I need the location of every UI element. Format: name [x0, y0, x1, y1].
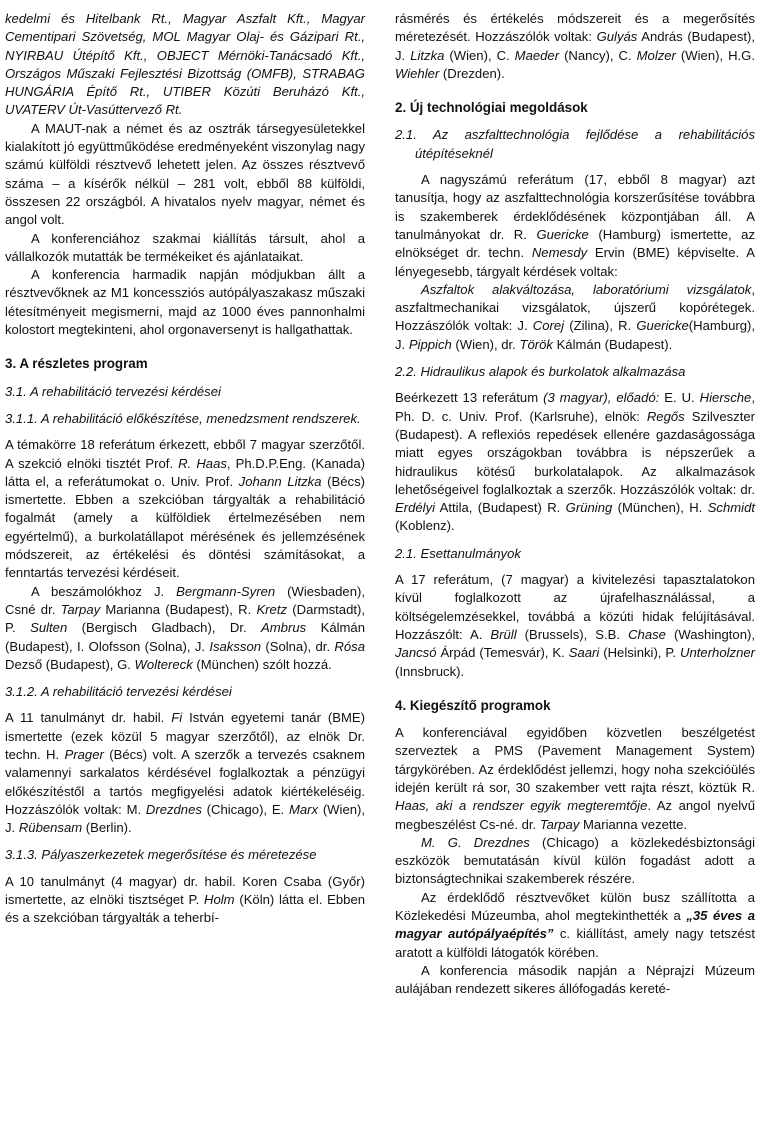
heading-section-3-1-2: 3.1.2. A rehabilitáció tervezési kérdései	[5, 684, 232, 700]
heading-section-2: 2. Új technológiai megoldások	[395, 100, 588, 116]
heading-section-3-1-3: 3.1.3. Pályaszerkezetek megerősítése és méretezése	[5, 847, 317, 863]
excursion-paragraph: A konferencia harmadik napján módjukban állt a résztvevőknek az M1 koncessziós autópályaszakasz műszaki létesítményeit megismerni, majd az 1000 éves pannonhalmi kolostort megtekinteni, ahol orgonaversenyt is hallgathattak.	[5, 267, 365, 338]
heading-section-3-1: 3.1. A rehabilitáció tervezési kérdései	[5, 383, 221, 399]
participants-paragraph: A MAUT-nak a német és az osztrák társegyesületekkel kialakított jó együttműködése eredményeként viszonylag nagy számú külföldi résztvevő lehetett jelen. Az összes résztvevő száma – a kísérők nélkül – 281 volt, ebből 88 külföldi, összesen 22 országból. A hivatalos nyelv magyar, német és angol volt.	[5, 120, 365, 228]
heading-section-4: 4. Kiegészítő programok	[395, 697, 551, 713]
heading-section-2-2: 2.2. Hidraulikus alapok és burkolatok alkalmazása	[395, 364, 686, 380]
paragraph-3-1-1: A témakörre 18 referátum érkezett, ebből 7 magyar szerzőtől. A szekció elnöki tisztét Prof. R. Haas, Ph.D.P.Eng. (Kanada) látta el, a referátumokat o. Univ. Prof. Johann Litzka (Bécs) ismertette. Ebben a szekcióban tárgyalták a rehabilitáció fogalmát (amely a külföldiek értelmezésében nem egyértelmű), a burkolatállapot mérésének és jellemzésének módszereit, az értékelési és döntési számításokat, a fenntartás tervezési kérdéseit.	[5, 437, 365, 581]
paragraph-2-1-topics: Aszfaltok alakváltozása, laboratóriumi vizsgálatok, aszfaltmechanikai vizsgálatok, újszerű kopórétegek. Hozzászólók voltak: J. Corej (Zilina), R. Guericke(Hamburg), J. Pippich (Wien), dr. Török Kálmán (Budapest).	[395, 281, 755, 352]
paragraph-continued: rásmérés és értékelés módszereit és a megerősítés méretezését. Hozzászólók voltak: Gulyás András (Budapest), J. Litzka (Wien), C. Maeder (Nancy), C. Molzer (Wien), H.G. Wiehler (Drezden).	[395, 11, 756, 81]
heading-section-3-1-1: 3.1.1. A rehabilitáció előkészítése, menedzsment rendszerek.	[5, 410, 361, 426]
heading-section-2-1: 2.1. Az aszfalttechnológia fejlődése a rehabilitációs útépítéseknél	[395, 127, 755, 161]
paragraph-3-1-3: A 10 tanulmányt (4 magyar) dr. habil. Koren Csaba (Győr) ismertette, az elnöki tisztséget P. Holm (Köln) látta el. Ebben és a szekcióban tárgyalták a teherbí-	[5, 873, 366, 926]
sponsors-paragraph	[5, 10, 365, 120]
paragraph-drezdnes: M. G. Drezdnes (Chicago) a közlekedésbiztonsági eszközök bemutatásán kívül külön fogadást adott a biztonságtechnikai szakemberek részére.	[395, 834, 755, 887]
paragraph-2-1: A nagyszámú referátum (17, ebből 8 magyar) azt tanusítja, hogy az aszfalttechnológia korszerűsítése továbbra is szakemberek érdeklődésének központjában áll. A tanulmányokat dr. R. Guericke (Hamburg) ismertette, az elnökséget dr. techn. Nemesdy Ervin (BME) képviselte. A lényegesebb, tárgyalt kérdések voltak:	[395, 172, 755, 279]
left-column	[5, 10, 365, 1128]
heading-section-3: 3. A részletes program	[5, 356, 148, 372]
exhibition-paragraph: A konferenciához szakmai kiállítás társult, ahol a vállalkozók mutatták be termékeiket és ajánlataikat.	[5, 230, 365, 264]
heading-case-studies: 2.1. Esettanulmányok	[395, 545, 521, 561]
sponsors-list: kedelmi és Hitelbank Rt., Magyar Aszfalt Kft., Magyar Cementipari Szövetség, MOL Magyar Olaj- és Gázipari Rt., NYIRBAU Útépítő Kft., OBJECT Mérnöki-Tanácsadó Kft., Országos Műszaki Fejlesztési Bizottság (OMFB), STRABAG HUNGÁRIA Építő Rt., UTIBER Közúti Beruházó Kft., UVATERV Út-Vasúttervező Rt.	[5, 11, 365, 118]
right-column	[395, 10, 755, 1128]
paragraph-case-studies: A 17 referátum, (7 magyar) a kivitelezési tapasztalatokon kívül foglalkozott az újrafelhasználással, a költségelemzésekkel, továbbá a közúti hidak felújításával. Hozzászólt: A. Brüll (Brussels), S.B. Chase (Washington), Jancsó Árpád (Temesvár), K. Saari (Helsinki), P. Unterholzner (Innsbruck).	[395, 572, 755, 679]
paragraph-contributors: A beszámolókhoz J. Bergmann-Syren (Wiesbaden), Csné dr. Tarpay Marianna (Budapest), R. Kretz (Darmstadt), P. Sulten (Bergisch Gladbach), Dr. Ambrus Kálmán (Budapest), I. Olofsson (Solna), J. Isaksson (Solna), dr. Rósa Dezső (Budapest), G. Woltereck (München) szólt hozzá.	[5, 583, 365, 672]
paragraph-3-1-2: A 11 tanulmányt dr. habil. Fi István egyetemi tanár (BME) ismertette (ezek közül 5 magyar szerzőtől), az elnök Dr. techn. H. Prager (Bécs) volt. A szerzők a tervezés csaknem valamennyi sarkalatos kérdésével foglalkoztak a pénzügyi előkészítéstől a tartós megfigyelési adatok kiértékeléséig. Hozzászólók voltak: M. Drezdnes (Chicago), E. Marx (Wien), J. Rübensam (Berlin).	[5, 710, 366, 836]
paragraph-museum-bus: Az érdeklődő résztvevőket külön busz szállította a Közlekedési Múzeumba, ahol megtekinthették a „35 éves a magyar autópályaépítés” c. kiállítást, amely nagy tetszést aratott a külföldi látogatók körében.	[395, 889, 755, 960]
paragraph-reception: A konferencia második napján a Néprajzi Múzeum aulájában rendezett sikeres állófogadás kereté-	[395, 962, 755, 997]
paragraph-2-2: Beérkezett 13 referátum (3 magyar), előadó: E. U. Hiersche, Ph. D. c. Univ. Prof. (Karlsruhe), elnök: Regős Szilveszter (Budapest). A reflexiós repedések ellenére gazdaságossága miatt egyes országokban továbbra is népszerűek a hidraulikus kötésű burkolatalapok. Az alkalmazások lehetőségeivel foglalkoztak a szerzők. Hozzászólók voltak: dr. Erdélyi Attila, (Budapest) R. Grüning (München), H. Schmidt (Koblenz).	[395, 390, 755, 534]
paragraph-4-pms: A konferenciával egyidőben közvetlen beszélgetést szerveztek a PMS (Pavement Management System) tárgykörében. Az érdeklődést jellemzi, hogy noha szekcióülés idején került rá sor, 30 szakember vett rajta részt, köztük R. Haas, aki a rendszer egyik megteremtője. Az angol nyelvű megbeszélést Cs-né. dr. Tarpay Marianna vezette.	[395, 725, 756, 832]
